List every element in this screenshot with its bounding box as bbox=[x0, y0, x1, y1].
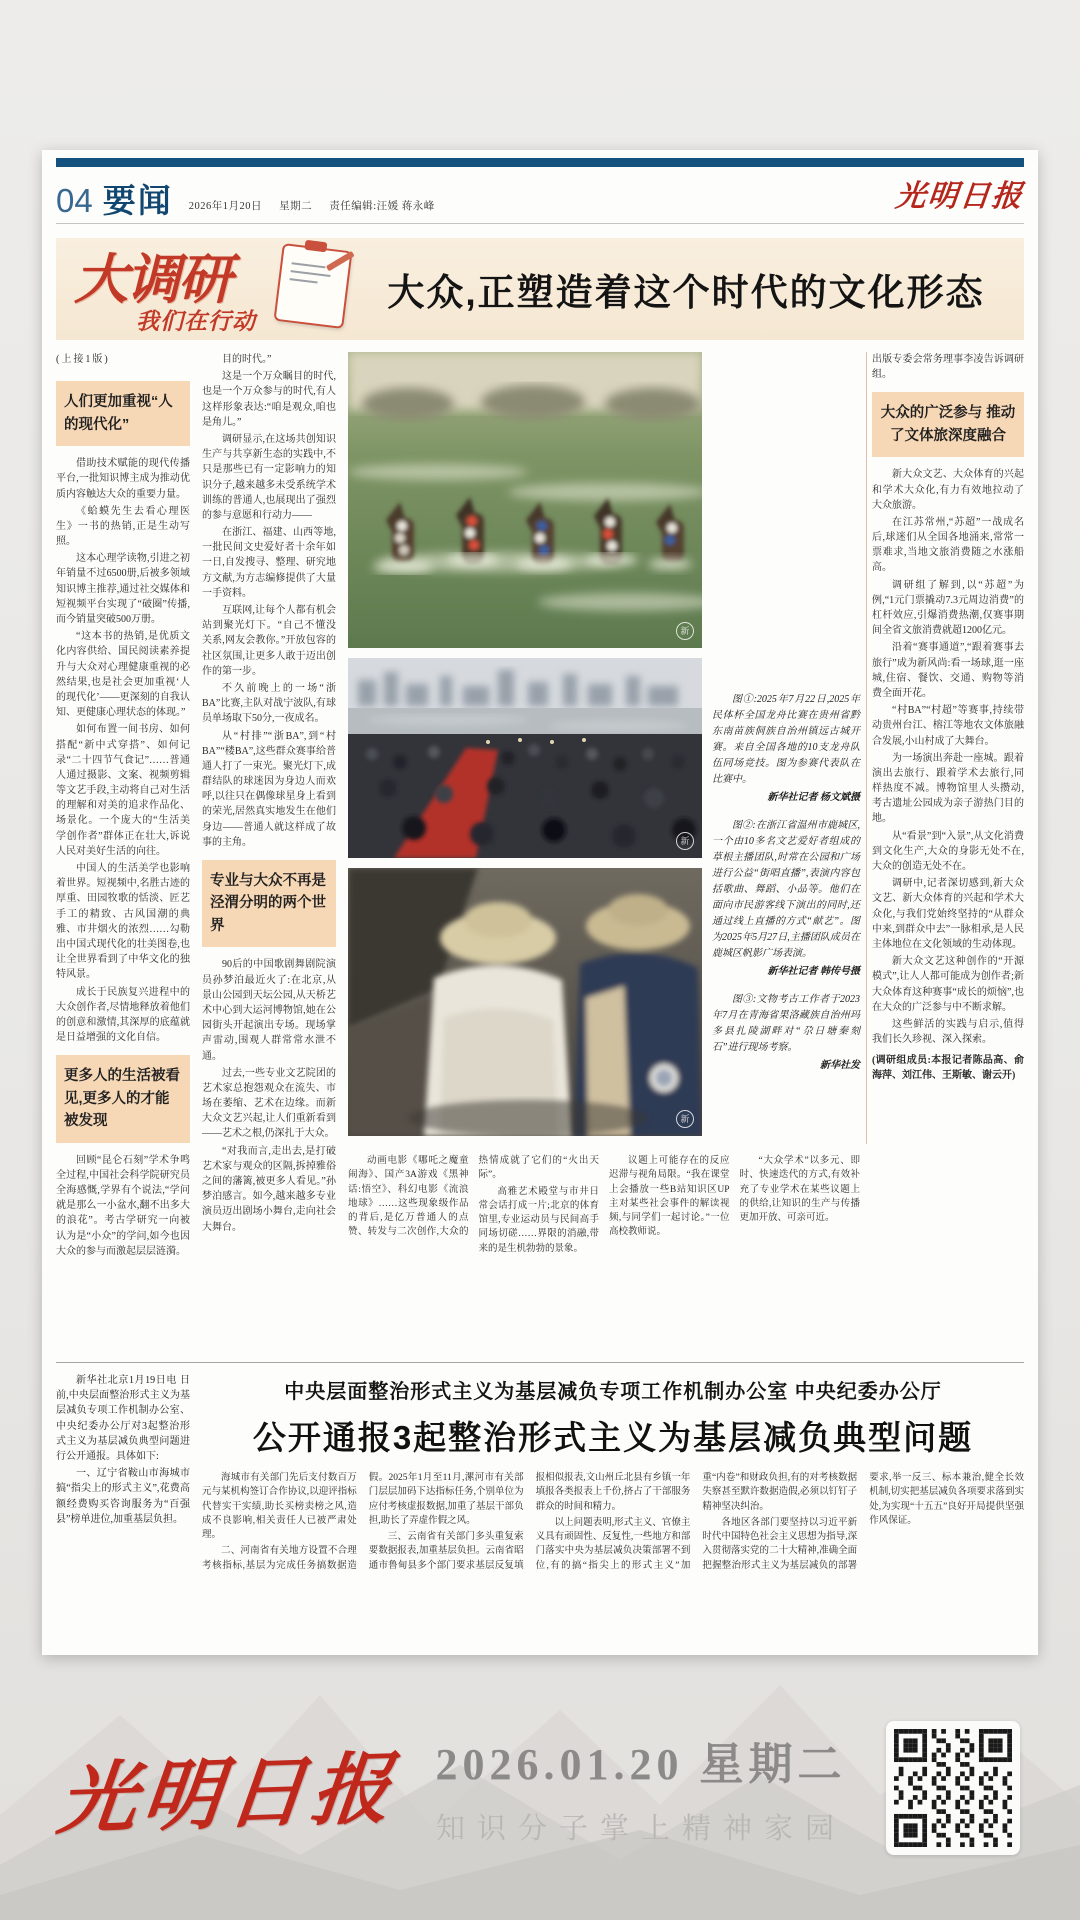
caption-1 bbox=[712, 692, 860, 806]
xinhua-watermark-icon: 新 bbox=[676, 832, 694, 850]
bottom-report bbox=[56, 1362, 1024, 1667]
caption-3 bbox=[712, 992, 860, 1074]
masthead-rule bbox=[56, 223, 1024, 224]
masthead bbox=[42, 167, 1038, 223]
column-1-paras-b: 回顾“昆仑石刻”学术争鸣全过程,中国社会科学院研究员全海感慨,学界有个说法,“学问就是那么一小盆水,翻不出多大的浪花”。考古学研究一向被认为是“小众”的学问,如今也因大众的参与而激起层层涟漪。 bbox=[56, 1154, 190, 1257]
feature-column-2 bbox=[202, 352, 336, 1346]
feature-column-right bbox=[872, 352, 1024, 1346]
feature-column-1 bbox=[56, 352, 190, 1346]
page-number: 04 bbox=[56, 182, 93, 219]
caption-1-text: 图①:2025年7月22日,2025年民体杯全国龙舟比赛在贵州省黔东南苗族侗族自治州镇远古城开赛。来自全国各地的10支龙舟队伍同场竞技。图为参赛代表队在比赛中。 bbox=[712, 694, 860, 785]
footer-date: 2026.01.20 星期二 bbox=[435, 1740, 847, 1789]
crosshead-pro-and-public: 专业与大众不再是泾渭分明的两个世界 bbox=[202, 860, 336, 947]
page-footer bbox=[0, 1655, 1080, 1920]
report-lede-column: 新华社北京1月19日电 日前,中央层面整治形式主义为基层减负专项工作机制办公室、中央纪委办公厅对3起整治形式主义为基层减负典型问题进行公开通报。具体如下: 一、辽宁省鞍山市海城市搞“指尖上的形式主义”,花费高额经费购买咨询服务为“百强县”榜单进位,加重基层负担。 bbox=[56, 1375, 190, 1525]
campaign-logo-line1: 大调研 bbox=[74, 250, 230, 310]
photo-stack bbox=[348, 352, 702, 1144]
caption-2-text: 图②:在浙江省温州市鹿城区,一个由10多名文艺爱好者组成的草根主播团队,时常在公园和广场进行公益“街唱直播”,表演内容包括歌曲、舞蹈、小品等。他们在面向市民游客线下演出的同时,还通过线上直播的方式“献艺”。图为2025年5月27日,主播团队成员在鹿城区帆影广场表演。 bbox=[712, 820, 860, 959]
column-1-paras-a: 借助技术赋能的现代传播平台,一批知识博主成为推动优质内容触达大众的重要力量。 《蛤蟆先生去看心理医生》一书的热销,正是生动写照。 这本心理学读物,引进之初年销量不过6500册,后被多领域知识博主推荐,通过社交媒体和短视频平台实现了“破圈”传播,而今销量突破500万册。 “这本书的热销,是优质文化内容供给、国民阅读素养提升与大众对心理健康重视的必然结果,也是社会更加重视‘人的现代化’——更深刻的自我认知、更健康心理状态的体现。” 如何布置一间书房、如何搭配“新中式穿搭”、如何记录“二十四节气食记”……普通人通过摄影、文案、视频剪辑等文艺手段,主动将自己对生活的理解和对美的追求作品化、场景化。一个庞大的“生活美学创作者”群体正在壮大,诉说人民对美好生活的向往。 中国人的生活美学也影响着世界。短视频中,名胜古迹的厚重、田园牧歌的恬淡、匠艺手工的精致、古风国潮的典雅、市井烟火的浓烈……勾勒出中国式现代化的壮美图卷,也让全世界看到了中华文化的独特风景。 成长于民族复兴进程中的大众创作者,尽情地释放着他们的创意和激情,其深厚的底蕴就是日益增强的文化自信。 bbox=[56, 458, 190, 1044]
column-2-paras-b: 90后的中国歌剧舞剧院演员孙梦泊最近火了:在北京,从景山公园到天坛公园,从天桥艺术中心到大运河博物馆,她在公园街头开起演出专场。现场掌声雷动,围观人群常常水泄不通。 过去,一些专业文艺院团的艺术家总抱怨观众在流失、市场在萎缩、艺术在边缘。而新大众文艺兴起,让人们重新看到——艺术之根,仍深扎于大众。 “对我而言,走出去,是打破艺术家与观众的区隔,拆掉雅俗之间的藩篱,被更多人看见。”孙梦泊感言。如今,越来越多专业演员迈出剧场小舞台,走向社会大舞台。 bbox=[202, 959, 336, 1233]
caption-2 bbox=[712, 818, 860, 980]
below-photos-text: 动画电影《哪吒之魔童闹海》、国产3A游戏《黑神话:悟空》、科幻电影《流浪地球》……这些现象级作品的背后,是亿万普通人的点赞、转发与二次创作,大众的热情成就了它们的“火出天际”。 高雅艺术殿堂与市井日常会话打成一片;北京的体育馆里,专业运动员与民间高手同场切磋……界限的消融,带来的是生机勃勃的景象。 议题上可能存在的反应迟滞与视角局限。“我在课堂上会播放一些B站知识区UP主对某些社会事件的解读视频,与同学们一起讨论。”一位高校教师说。 “大众学术”以多元、即时、快速迭代的方式,有效补充了专业学术在某些议题上的供给,让知识的生产与传播更加开放、可亲可近。 bbox=[348, 1156, 860, 1254]
caption-2-byline: 新华社记者 韩传号摄 bbox=[767, 966, 860, 977]
photo-dragon-boat-race bbox=[348, 352, 702, 648]
photo-archaeologists bbox=[348, 868, 702, 1136]
masthead-date: 2026年1月20日 bbox=[188, 201, 262, 212]
paper-logo-small: 光明日报 bbox=[894, 180, 1026, 213]
right-column-intro: 出版专委会常务理事李凌告诉调研组。 bbox=[872, 354, 1024, 381]
photo-captions-column bbox=[712, 352, 867, 1144]
photo-street-performance bbox=[348, 658, 702, 858]
research-team-signoff: (调研组成员:本报记者陈品高、俞海萍、刘江伟、王斯敏、谢云开) bbox=[872, 1055, 1024, 1082]
masthead-dateline bbox=[189, 198, 449, 217]
report-headline: 公开通报3起整治形式主义为基层减负典型问题 bbox=[252, 1419, 974, 1456]
footer-slogan: 知识分子掌上精神家园 bbox=[436, 1813, 847, 1845]
feature-columns bbox=[56, 352, 1024, 1346]
masthead-editors: 责任编辑:汪媛 蒋永峰 bbox=[329, 201, 435, 212]
feature-headline: 大众,正塑造着这个时代的文化形态 bbox=[387, 272, 985, 313]
continued-from-note: (上接1版) bbox=[56, 354, 110, 365]
report-shoulder-headline: 中央层面整治形式主义为基层减负专项工作机制办公室 中央纪委办公厅 bbox=[284, 1381, 942, 1403]
campaign-logo bbox=[62, 241, 354, 337]
column-2-paras-a: 目的时代。” 这是一个万众瞩目的时代,也是一个万众参与的时代,有人这样形象表达:“咱是观众,咱也是角儿。” 调研显示,在这场共创知识生产与共享新生态的实践中,不只是那些已有一定影响力的知识分子,越来越多未受系统学术训练的普通人,也展现出了强烈的参与意愿和行动力—— 在浙江、福建、山西等地,一批民间文史爱好者十余年如一日,自发搜寻、整理、研究地方文献,为方志编修提供了大量一手资料。 互联网,让每个人都有机会站到聚光灯下。“自己不懂没关系,网友会教你。”开放包容的社区氛围,让更多人敢于迈出创作的第一步。 不久前晚上的一场“浙BA”比赛,主队对战宁波队,有球员单场取下50分,一夜成名。 从“村排”“浙BA”,到“村BA”“楼BA”,这些群众赛事给普通人打了一束光。聚光灯下,成群结队的球迷因为身边人而欢呼,以往只在偶像球星身上看到的荣光,居然真实地发生在他们身边——普通人就这样成了故事的主角。 bbox=[202, 354, 336, 848]
crosshead-more-lives-seen: 更多人的生活被看见,更多人的才能被发现 bbox=[56, 1055, 190, 1142]
masthead-weekday: 星期二 bbox=[279, 201, 313, 212]
xinhua-watermark-icon: 新 bbox=[676, 622, 694, 640]
masthead-blue-bar bbox=[56, 158, 1024, 167]
report-body: 海城市有关部门先后支付数百万元与某机构签订合作协议,以迎评指标代替实干实绩,助长买榜卖榜之风,造成不良影响,相关责任人已被严肃处理。 二、河南省有关地方设置不合理考核指标,基层为完成任务搞数据造假。2025年1月至11月,漯河市有关部门层层加码下达指标任务,个别单位为应付考核虚报数据,加重了基层干部负担,助长了弄虚作假之风。 三、云南省有关部门多头重复索要数据报表,加重基层负担。云南省昭通市鲁甸县多个部门要求基层反复填报相似报表,文山州丘北县有乡镇一年填报各类报表上千份,挤占了干部服务群众的时间和精力。 以上问题表明,形式主义、官僚主义具有顽固性、反复性,一些地方和部门落实中央为基层减负决策部署不到位,有的搞“指尖上的形式主义”加重“内卷”和财政负担,有的对考核数据失察甚至默许数据造假,必须以钉钉子精神坚决纠治。 各地区各部门要坚持以习近平新时代中国特色社会主义思想为指导,深入贯彻落实党的二十大精神,准确全面把握整治形式主义为基层减负的部署要求,举一反三、标本兼治,健全长效机制,切实把基层减负各项要求落到实处,为实现“十五五”良好开局提供坚强作风保证。 bbox=[202, 1473, 1024, 1571]
feature-banner bbox=[56, 238, 1024, 340]
caption-3-text: 图③:文物考古工作者于2023年7月在青海省果洛藏族自治州玛多县扎陵湖畔对“尕日塘秦刻石”进行现场考察。 bbox=[712, 994, 860, 1053]
clipboard-pencil-icon bbox=[274, 243, 353, 329]
caption-3-byline: 新华社发 bbox=[820, 1060, 860, 1071]
report-main bbox=[202, 1373, 1024, 1667]
right-column-paras: 新大众文艺、大众体育的兴起和学术大众化,有力有效地拉动了大众旅游。 在江苏常州,“苏超”一战成名后,球迷们从全国各地涌来,常常一票难求,当地文旅消费随之水涨船高。 调研组了解到,以“苏超”为例,“1元门票撬动7.3元周边消费”的杠杆效应,引爆消费热潮,仅赛事期间全省文旅消费就超1200亿元。 沿着“赛事通道”,“跟着赛事去旅行”成为新风尚:看一场球,逛一座城,住宿、餐饮、交通、购物等消费全面开花。 “村BA”“村超”等赛事,持续带动贵州台江、榕江等地农文体旅融合发展,小山村成了大舞台。 为一场演出奔赴一座城。跟着演出去旅行、跟着学术去旅行,同样热度不减。博物馆里人头攒动,考古遗址公园成为亲子游热门目的地。 从“看景”到“入景”,从文化消费到文化生产,大众的身影无处不在,大众的创造无处不在。 调研中,记者深切感到,新大众文艺、新大众体育的兴起和学术大众化,与我们党始终坚持的“从群众中来,到群众中去”一脉相承,是人民主体地位在文化领域的生动体现。 新大众文艺这种创作的“开源模式”,让人人都可能成为创作者;新大众体育这种赛事“成长的烦恼”,也在大众的广泛参与中不断求解。 这些鲜活的实践与启示,值得我们长久珍视、深入探索。 bbox=[872, 469, 1024, 1046]
campaign-logo-line2: 我们在行动 bbox=[136, 309, 256, 334]
feature-photo-block bbox=[348, 352, 860, 1346]
qr-code bbox=[886, 1721, 1020, 1855]
crosshead-culture-sports-tourism: 大众的广泛参与 推动了文体旅深度融合 bbox=[872, 392, 1024, 457]
section-title: 要闻 bbox=[102, 182, 173, 219]
xinhua-watermark-icon: 新 bbox=[676, 1110, 694, 1128]
newspaper-sheet bbox=[42, 150, 1038, 1655]
paper-logo-large: 光明日报 bbox=[54, 1744, 401, 1844]
caption-1-byline: 新华社记者 杨文斌摄 bbox=[767, 792, 860, 803]
feature-article bbox=[56, 238, 1024, 1346]
crosshead-modernization: 人们更加重视“人的现代化” bbox=[56, 381, 190, 446]
